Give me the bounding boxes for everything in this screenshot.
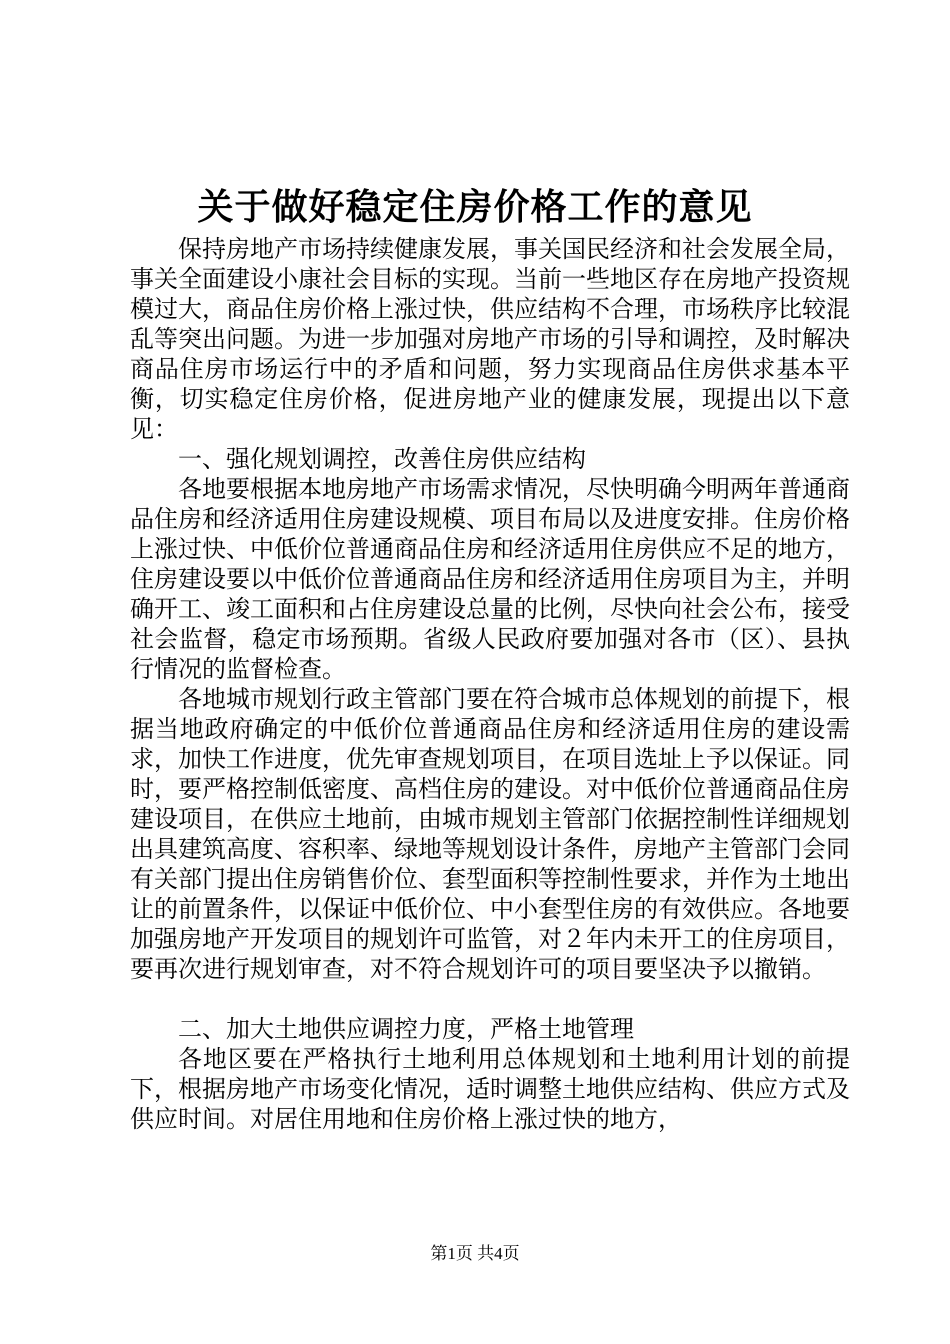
intro-paragraph: 保持房地产市场持续健康发展，事关国民经济和社会发展全局，事关全面建设小康社会目标的实现。当前一些地区存在房地产投资规模过大，商品住房价格上涨过快，供应结构不合理，市场秩序比较混乱等突出问题。为进一步加强对房地产市场的引导和调控，及时解决商品住房市场运行中的矛盾和问题，努力实现商品住房供求基本平衡，切实稳定住房价格，促进房地产业的健康发展，现提出以下意见： <box>130 235 850 443</box>
document-title: 关于做好稳定住房价格工作的意见 <box>197 186 753 228</box>
page-footer: 第1页 共4页 <box>430 1244 520 1263</box>
section-2-paragraph-1: 各地区要在严格执行土地利用总体规划和土地利用计划的前提下，根据房地产市场变化情况，适时调整土地供应结构、供应方式及供应时间。对居住用地和住房价格上涨过快的地方， <box>130 1045 850 1133</box>
document-body <box>130 234 850 1134</box>
section-1-paragraph-2: 各地城市规划行政主管部门要在符合城市总体规划的前提下，根据当地政府确定的中低价位普通商品住房和经济适用住房的建设需求，加快工作进度，优先审查规划项目，在项目选址上予以保证。同时，要严格控制低密度、高档住房的建设。对中低价位普通商品住房建设项目，在供应土地前，由城市规划主管部门依据控制性详细规划出具建筑高度、容积率、绿地等规划设计条件，房地产主管部门会同有关部门提出住房销售价位、套型面积等控制性要求，并作为土地出让的前置条件，以保证中低价位、中小套型住房的有效供应。各地要加强房地产开发项目的规划许可监管，对２年内未开工的住房项目，要再次进行规划审查，对不符合规划许可的项目要坚决予以撤销。 <box>130 685 850 983</box>
section-1-paragraph-1: 各地要根据本地房地产市场需求情况，尽快明确今明两年普通商品住房和经济适用住房建设规模、项目布局以及进度安排。住房价格上涨过快、中低价位普通商品住房和经济适用住房供应不足的地方，住房建设要以中低价位普通商品住房和经济适用住房项目为主，并明确开工、竣工面积和占住房建设总量的比例，尽快向社会公布，接受社会监督，稳定市场预期。省级人民政府要加强对各市（区）、县执行情况的监督检查。 <box>130 475 850 683</box>
blank-line <box>130 984 850 1014</box>
section-heading-2: 二、加大土地供应调控力度，严格土地管理 <box>178 1015 634 1043</box>
section-heading-1: 一、强化规划调控，改善住房供应结构 <box>178 445 586 473</box>
